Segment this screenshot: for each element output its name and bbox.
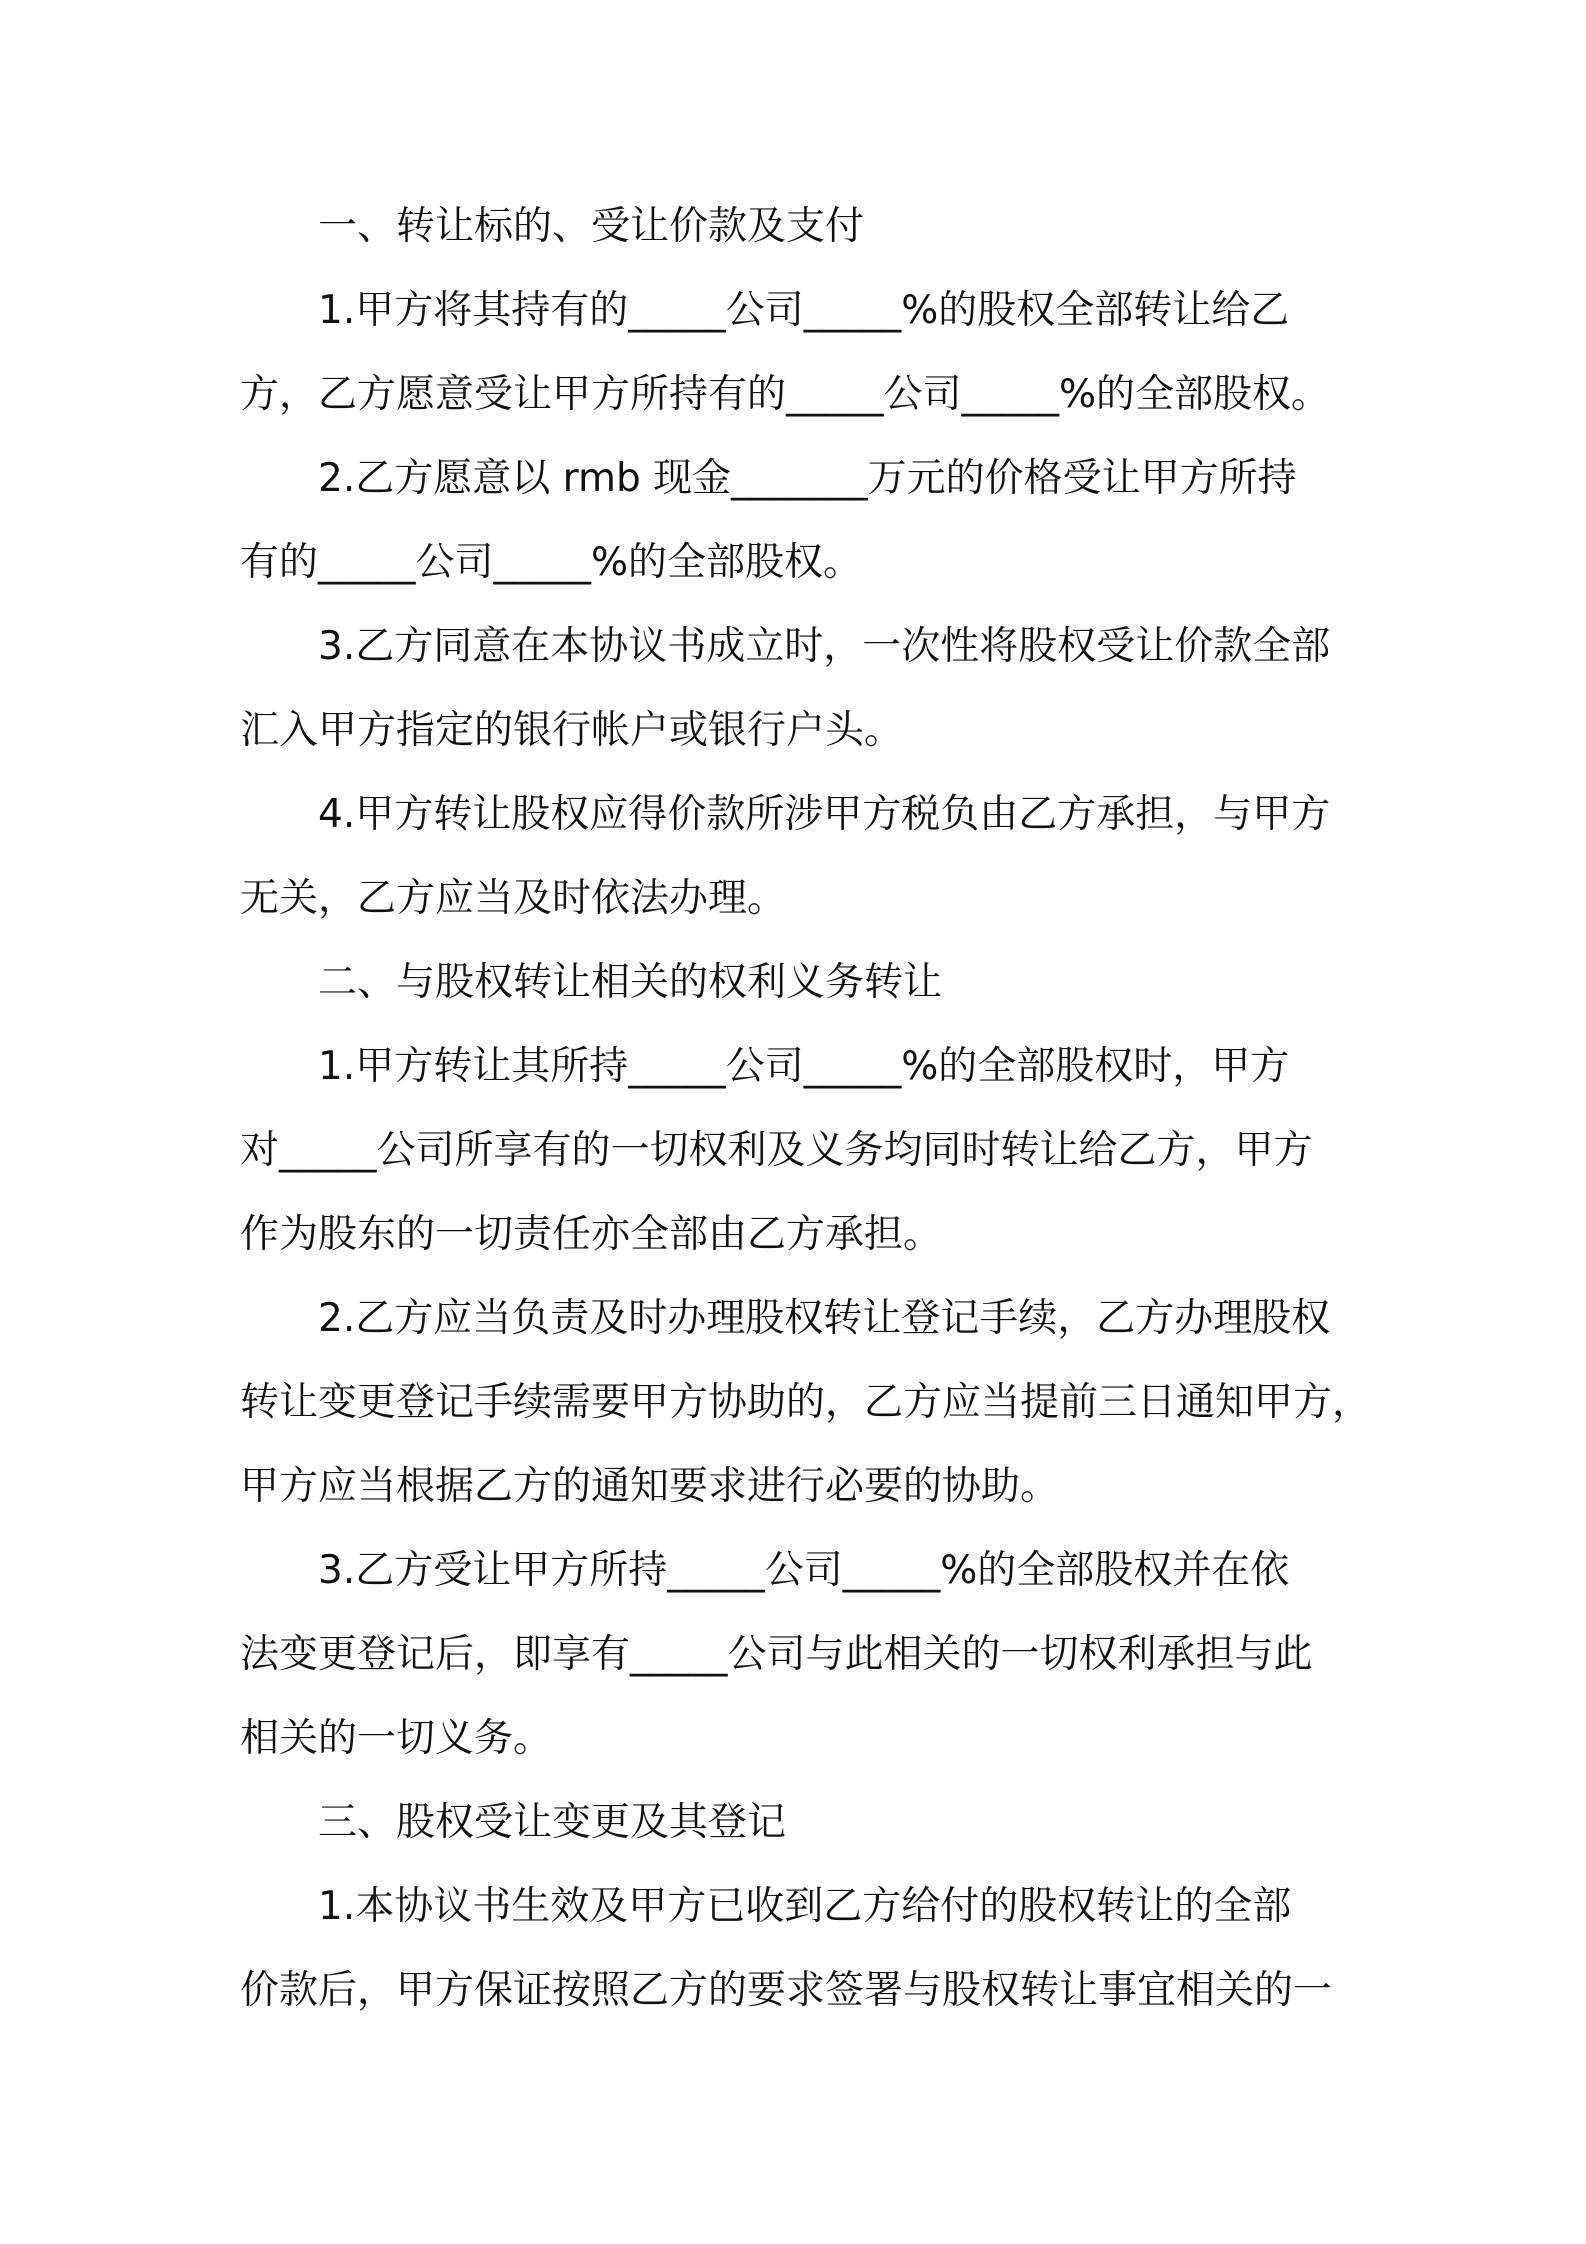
paragraph-line: 1.甲方将其持有的_____公司_____%的股权全部转让给乙: [318, 288, 1290, 333]
paragraph-line: 3.乙方同意在本协议书成立时，一次性将股权受让价款全部: [318, 624, 1331, 669]
paragraph-line: 转让变更登记手续需要甲方协助的，乙方应当提前三日通知甲方，: [240, 1380, 1372, 1425]
paragraph-line: 有的_____公司_____%的全部股权。: [240, 540, 863, 585]
paragraph-line: 对_____公司所享有的一切权利及义务均同时转让给乙方，甲方: [240, 1128, 1313, 1173]
section-heading-3: 三、股权受让变更及其登记: [318, 1800, 787, 1845]
section-heading-1: 一、转让标的、受让价款及支付: [318, 204, 865, 249]
paragraph-line: 3.乙方受让甲方所持_____公司_____%的全部股权并在依: [318, 1548, 1290, 1593]
paragraph-line: 汇入甲方指定的银行帐户或银行户头。: [240, 708, 904, 753]
paragraph-line: 1.甲方转让其所持_____公司_____%的全部股权时，甲方: [318, 1044, 1290, 1089]
paragraph-line: 作为股东的一切责任亦全部由乙方承担。: [240, 1212, 943, 1257]
paragraph-line: 价款后，甲方保证按照乙方的要求签署与股权转让事宜相关的一: [240, 1968, 1333, 2013]
paragraph-line: 法变更登记后，即享有_____公司与此相关的一切权利承担与此: [240, 1632, 1313, 1677]
paragraph-line: 2.乙方愿意以 rmb 现金_______万元的价格受让甲方所持: [318, 456, 1297, 501]
paragraph-line: 1.本协议书生效及甲方已收到乙方给付的股权转让的全部: [318, 1884, 1292, 1929]
paragraph-line: 无关，乙方应当及时依法办理。: [240, 876, 787, 921]
paragraph-line: 甲方应当根据乙方的通知要求进行必要的协助。: [240, 1464, 1060, 1509]
paragraph-line: 相关的一切义务。: [240, 1716, 553, 1761]
section-heading-2: 二、与股权转让相关的权利义务转让: [318, 960, 943, 1005]
paragraph-line: 方，乙方愿意受让甲方所持有的_____公司_____%的全部股权。: [240, 372, 1331, 417]
paragraph-line: 4.甲方转让股权应得价款所涉甲方税负由乙方承担，与甲方: [318, 792, 1331, 837]
paragraph-line: 2.乙方应当负责及时办理股权转让登记手续，乙方办理股权: [318, 1296, 1331, 1341]
